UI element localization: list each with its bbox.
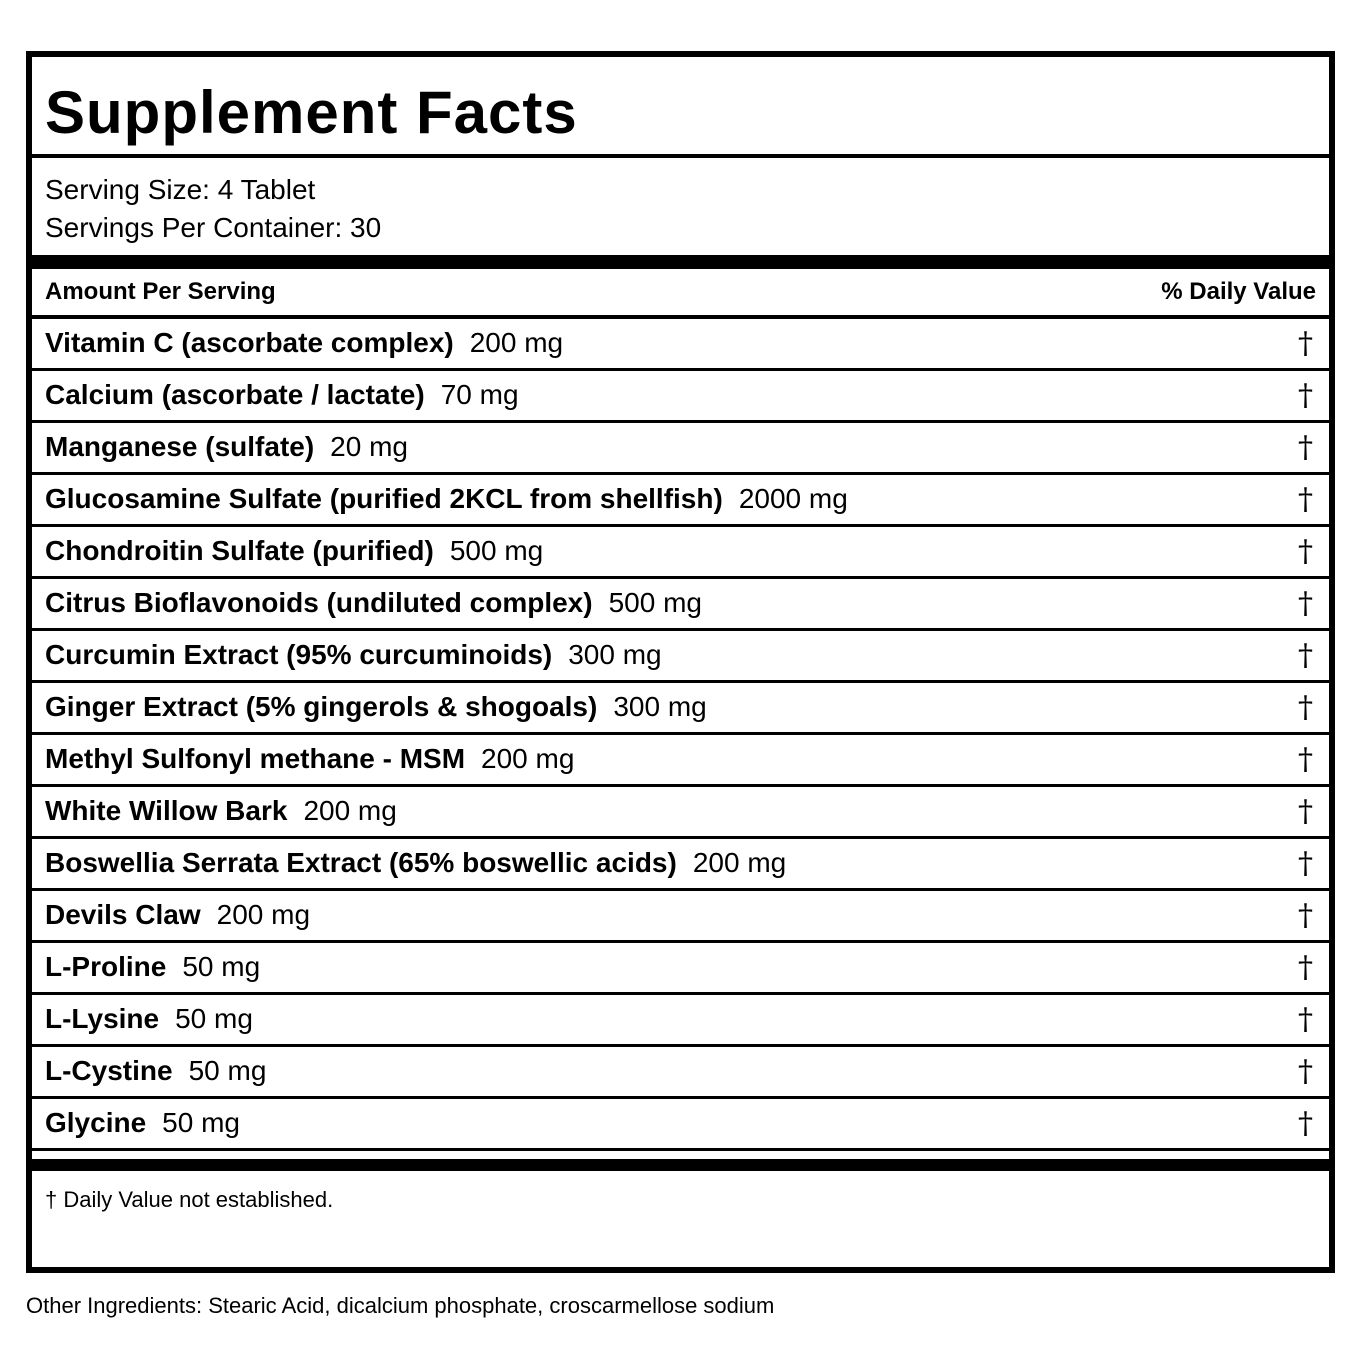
daily-value-header: % Daily Value xyxy=(1161,278,1316,305)
ingredient-name-text: White Willow Bark xyxy=(45,795,288,826)
title-divider xyxy=(32,154,1329,158)
ingredient-amount: 200 mg xyxy=(692,847,787,878)
serving-divider xyxy=(32,255,1329,269)
amount-header-row xyxy=(32,269,1329,315)
ingredient-row xyxy=(32,319,1329,371)
ingredient-name-text: Manganese (sulfate) xyxy=(45,431,315,462)
amount-per-serving-header: Amount Per Serving xyxy=(45,278,276,305)
ingredient-amount: 500 mg xyxy=(608,587,702,618)
ingredient-amount: 200 mg xyxy=(216,899,311,930)
ingredient-name-text: Calcium (ascorbate / lactate) xyxy=(45,379,425,410)
dagger-mark: † xyxy=(1298,742,1313,777)
dagger-mark: † xyxy=(1298,794,1313,829)
ingredient-table xyxy=(32,319,1329,1151)
ingredient-name-text: Glycine xyxy=(45,1107,147,1138)
ingredient-row xyxy=(32,735,1329,787)
ingredient-row xyxy=(32,423,1329,475)
ingredient-row xyxy=(32,475,1329,527)
ingredient-name xyxy=(45,745,574,773)
ingredient-row xyxy=(32,787,1329,839)
dagger-mark: † xyxy=(1298,326,1313,361)
ingredient-name-text: Devils Claw xyxy=(45,899,201,930)
ingredient-name-text: Methyl Sulfonyl methane - MSM xyxy=(45,743,466,774)
ingredient-name-text: Glucosamine Sulfate (purified 2KCL from shellfish) xyxy=(45,483,723,514)
dagger-mark: † xyxy=(1298,950,1313,985)
ingredient-name xyxy=(45,693,707,721)
ingredient-name-text: L-Lysine xyxy=(45,1003,160,1034)
ingredient-row xyxy=(32,943,1329,995)
ingredient-row xyxy=(32,995,1329,1047)
ingredient-name-text: Ginger Extract (5% gingerols & shogoals) xyxy=(45,691,598,722)
ingredient-row xyxy=(32,891,1329,943)
ingredient-name-text: L-Proline xyxy=(45,951,167,982)
ingredient-name xyxy=(45,485,848,513)
footnote: † Daily Value not established. xyxy=(45,1187,334,1212)
footnote-divider xyxy=(32,1159,1329,1171)
ingredient-amount: 50 mg xyxy=(188,1055,267,1086)
ingredient-amount: 500 mg xyxy=(449,535,544,566)
ingredient-amount: 70 mg xyxy=(440,379,519,410)
ingredient-row xyxy=(32,839,1329,891)
ingredient-row xyxy=(32,631,1329,683)
dagger-mark: † xyxy=(1298,430,1313,465)
ingredient-name xyxy=(45,797,397,825)
ingredient-name xyxy=(45,1057,266,1085)
ingredient-name-text: Boswellia Serrata Extract (65% boswellic acids) xyxy=(45,847,677,878)
ingredient-amount: 2000 mg xyxy=(738,483,848,514)
ingredient-name xyxy=(45,433,408,461)
ingredient-name xyxy=(45,1005,253,1033)
ingredient-row xyxy=(32,1047,1329,1099)
ingredient-name xyxy=(45,849,786,877)
ingredient-name-text: L-Cystine xyxy=(45,1055,173,1086)
other-ingredients: Other Ingredients: Stearic Acid, dicalcium phosphate, croscarmellose sodium xyxy=(26,1293,775,1318)
dagger-mark: † xyxy=(1298,898,1313,933)
ingredient-amount: 50 mg xyxy=(162,1107,240,1138)
dagger-mark: † xyxy=(1298,378,1313,413)
ingredient-amount: 20 mg xyxy=(330,431,408,462)
serving-size: Serving Size: 4 Tablet xyxy=(45,174,316,205)
dagger-mark: † xyxy=(1298,1002,1313,1037)
ingredient-name-text: Curcumin Extract (95% curcuminoids) xyxy=(45,639,553,670)
ingredient-name xyxy=(45,381,519,409)
dagger-mark: † xyxy=(1298,586,1313,621)
dagger-mark: † xyxy=(1298,482,1313,517)
ingredient-name xyxy=(45,589,702,617)
ingredient-name xyxy=(45,329,563,357)
ingredient-name xyxy=(45,901,310,929)
dagger-mark: † xyxy=(1298,534,1313,569)
ingredient-row xyxy=(32,527,1329,579)
ingredient-name xyxy=(45,641,662,669)
ingredient-row xyxy=(32,371,1329,423)
ingredient-amount: 200 mg xyxy=(469,327,564,358)
ingredient-amount: 300 mg xyxy=(568,639,662,670)
dagger-mark: † xyxy=(1298,1106,1313,1141)
ingredient-row xyxy=(32,1099,1329,1151)
servings-per-container: Servings Per Container: 30 xyxy=(45,212,382,243)
ingredient-name xyxy=(45,1109,240,1137)
dagger-mark: † xyxy=(1298,1054,1313,1089)
ingredient-amount: 50 mg xyxy=(175,1003,253,1034)
ingredient-name-text: Vitamin C (ascorbate complex) xyxy=(45,327,454,358)
ingredient-row xyxy=(32,683,1329,735)
dagger-mark: † xyxy=(1298,690,1313,725)
ingredient-name-text: Chondroitin Sulfate (purified) xyxy=(45,535,434,566)
panel-title: Supplement Facts xyxy=(45,79,578,146)
ingredient-row xyxy=(32,579,1329,631)
dagger-mark: † xyxy=(1298,846,1313,881)
ingredient-name xyxy=(45,537,543,565)
ingredient-amount: 300 mg xyxy=(613,691,707,722)
ingredient-amount: 200 mg xyxy=(303,795,397,826)
ingredient-amount: 200 mg xyxy=(481,743,575,774)
ingredient-amount: 50 mg xyxy=(182,951,261,982)
supplement-facts-panel xyxy=(26,51,1335,1273)
ingredient-name xyxy=(45,953,260,981)
ingredient-name-text: Citrus Bioflavonoids (undiluted complex) xyxy=(45,587,593,618)
dagger-mark: † xyxy=(1298,638,1313,673)
